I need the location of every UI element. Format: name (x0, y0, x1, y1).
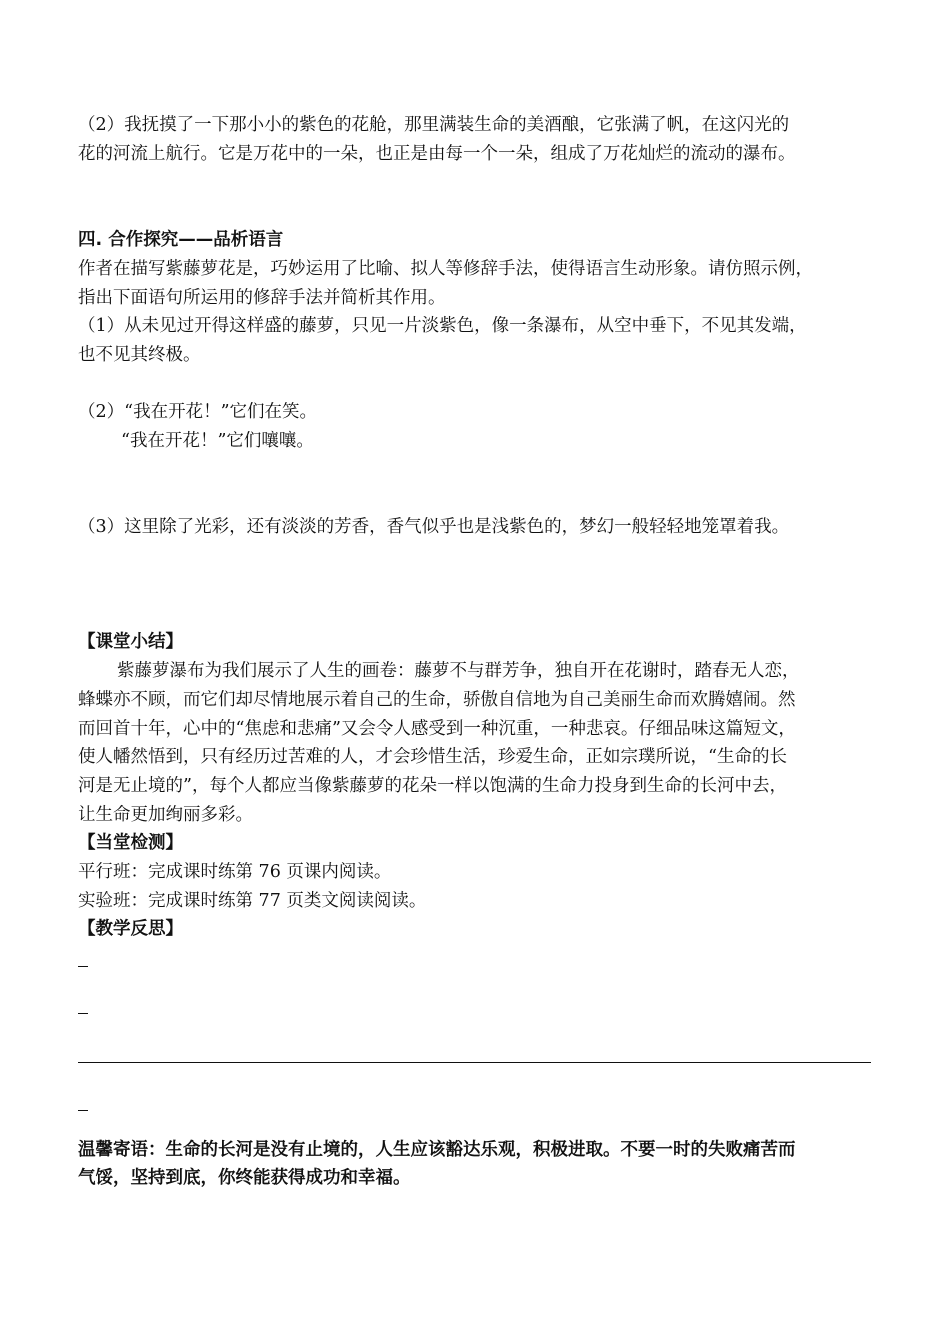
writing-line (78, 1062, 871, 1063)
section4-intro-line1: 作者在描写紫藤萝花是，巧妙运用了比喻、拟人等修辞手法，使得语言生动形象。请仿照示例， (78, 259, 813, 279)
item2-line2: “我在开花！”它们嚷嚷。 (121, 431, 314, 451)
item1-line2: 也不见其终极。 (78, 345, 201, 365)
section4-heading: 四. 合作探究——品析语言 (78, 230, 284, 250)
blank-line-mark (78, 966, 88, 967)
item3: （3）这里除了光彩，还有淡淡的芳香，香气似乎也是浅紫色的，梦幻一般轻轻地笼罩着我。 (78, 517, 790, 537)
check-line1: 平行班：完成课时练第 76 页课内阅读。 (78, 862, 392, 882)
check-line2: 实验班：完成课时练第 77 页类文阅读阅读。 (78, 891, 427, 911)
summary-line: 而回首十年，心中的“焦虑和悲痛”又会令人感受到一种沉重，一种悲哀。仔细品味这篇短文， (78, 719, 796, 739)
quote2-line2: 花的河流上航行。它是万花中的一朵，也正是由每一个一朵，组成了万花灿烂的流动的瀑布。 (78, 144, 796, 164)
item1-line1: （1）从未见过开得这样盛的藤萝，只见一片淡紫色，像一条瀑布，从空中垂下，不见其发端， (78, 316, 807, 336)
summary-line: 使人幡然悟到，只有经历过苦难的人，才会珍惜生活，珍爱生命，正如宗璞所说，“生命的长 (78, 747, 787, 767)
blank-line-mark (78, 1013, 88, 1014)
check-heading: 【当堂检测】 (78, 833, 183, 853)
summary-line: 紫藤萝瀑布为我们展示了人生的画卷：藤萝不与群芳争，独自开在花谢时，踏春无人恋， (117, 661, 800, 681)
section4-intro-line2: 指出下面语句所运用的修辞手法并简析其作用。 (78, 288, 446, 308)
reflection-heading: 【教学反思】 (78, 919, 183, 939)
closing-line2: 气馁，坚持到底，你终能获得成功和幸福。 (78, 1168, 411, 1188)
summary-line: 让生命更加绚丽多彩。 (78, 805, 253, 825)
quote2-line1: （2）我抚摸了一下那小小的紫色的花舱，那里满装生命的美酒酿，它张满了帆，在这闪光的 (78, 115, 790, 135)
summary-line: 河是无止境的”，每个人都应当像紫藤萝的花朵一样以饱满的生命力投身到生命的长河中去， (78, 776, 787, 796)
summary-line: 蜂蝶亦不顾，而它们却尽情地展示着自己的生命，骄傲自信地为自己美丽生命而欢腾嬉闹。然 (78, 690, 796, 710)
closing-line1: 温馨寄语：生命的长河是没有止境的，人生应该豁达乐观，积极进取。不要一时的失败痛苦而 (78, 1140, 796, 1160)
summary-heading: 【课堂小结】 (78, 632, 183, 652)
blank-line-mark (78, 1110, 88, 1111)
item2-line1: （2）“我在开花！”它们在笑。 (78, 402, 318, 422)
